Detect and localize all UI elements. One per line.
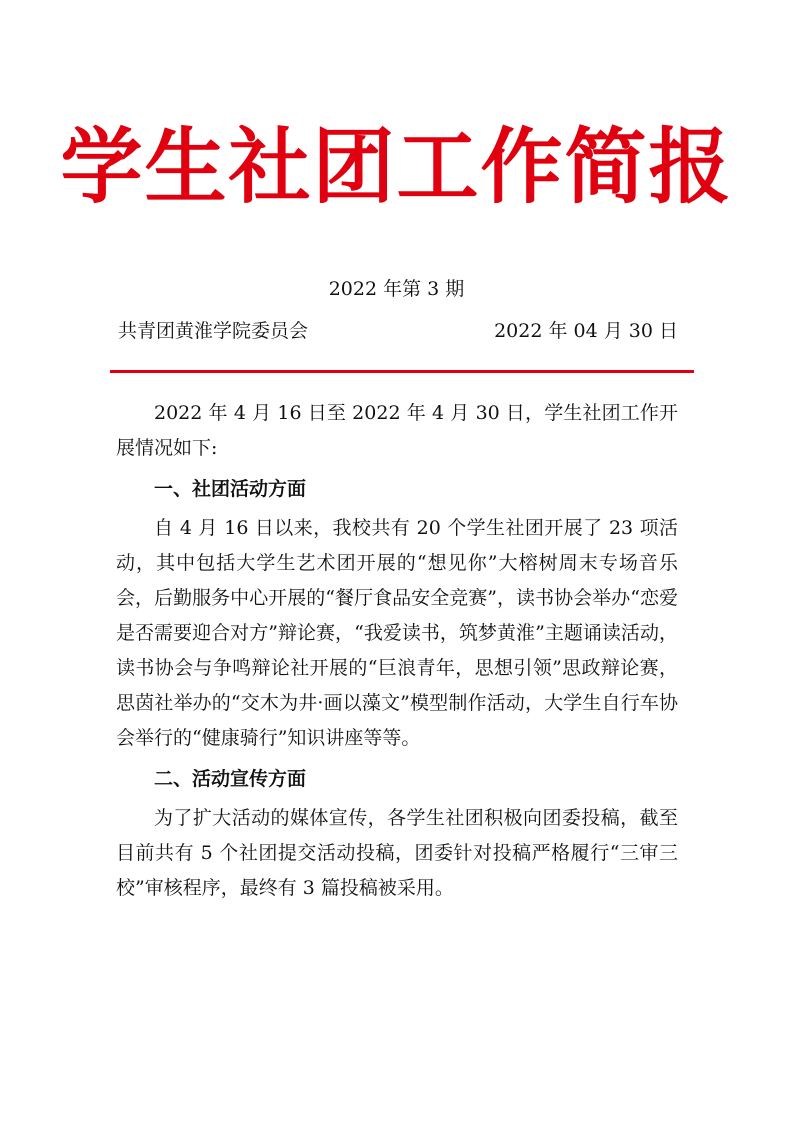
issue-number: 2022 年第 3 期 bbox=[328, 278, 465, 300]
masthead-title: 学生社团工作简报 bbox=[60, 119, 733, 215]
document-body bbox=[116, 396, 678, 906]
issuing-organization: 共青团黄淮学院委员会 bbox=[118, 320, 309, 342]
header-divider bbox=[110, 370, 694, 373]
intro-paragraph: 2022 年 4 月 16 日至 2022 年 4 月 30 日，学生社团工作开展情况如下: bbox=[116, 402, 678, 459]
section-heading-activities: 一、社团活动方面 bbox=[154, 478, 307, 500]
section-paragraph-activities: 自 4 月 16 日以来，我校共有 20 个学生社团开展了 23 项活动，其中包括大学生艺术团开展的“想见你”大榕树周末专场音乐会，后勤服务中心开展的“餐厅食品安全竞赛”，读书协会举办“恋爱是否需要迎合对方”辩论赛，“我爱读书，筑梦黄淮”主题诵读活动，读书协会与争鸣辩论社开展的“巨浪青年，思想引领”思政辩论赛，思茵社举办的“交木为井·画以藻文”模型制作活动，大学生自行车协会举行的“健康骑行”知识讲座等等。 bbox=[116, 517, 678, 749]
section-paragraph-publicity: 为了扩大活动的媒体宣传，各学生社团积极向团委投稿，截至目前共有 5 个社团提交活动投稿，团委针对投稿严格履行“三审三校”审核程序，最终有 3 篇投稿被采用。 bbox=[116, 807, 678, 899]
section-heading-publicity: 二、活动宣传方面 bbox=[154, 768, 307, 790]
issue-date: 2022 年 04 月 30 日 bbox=[494, 320, 678, 342]
